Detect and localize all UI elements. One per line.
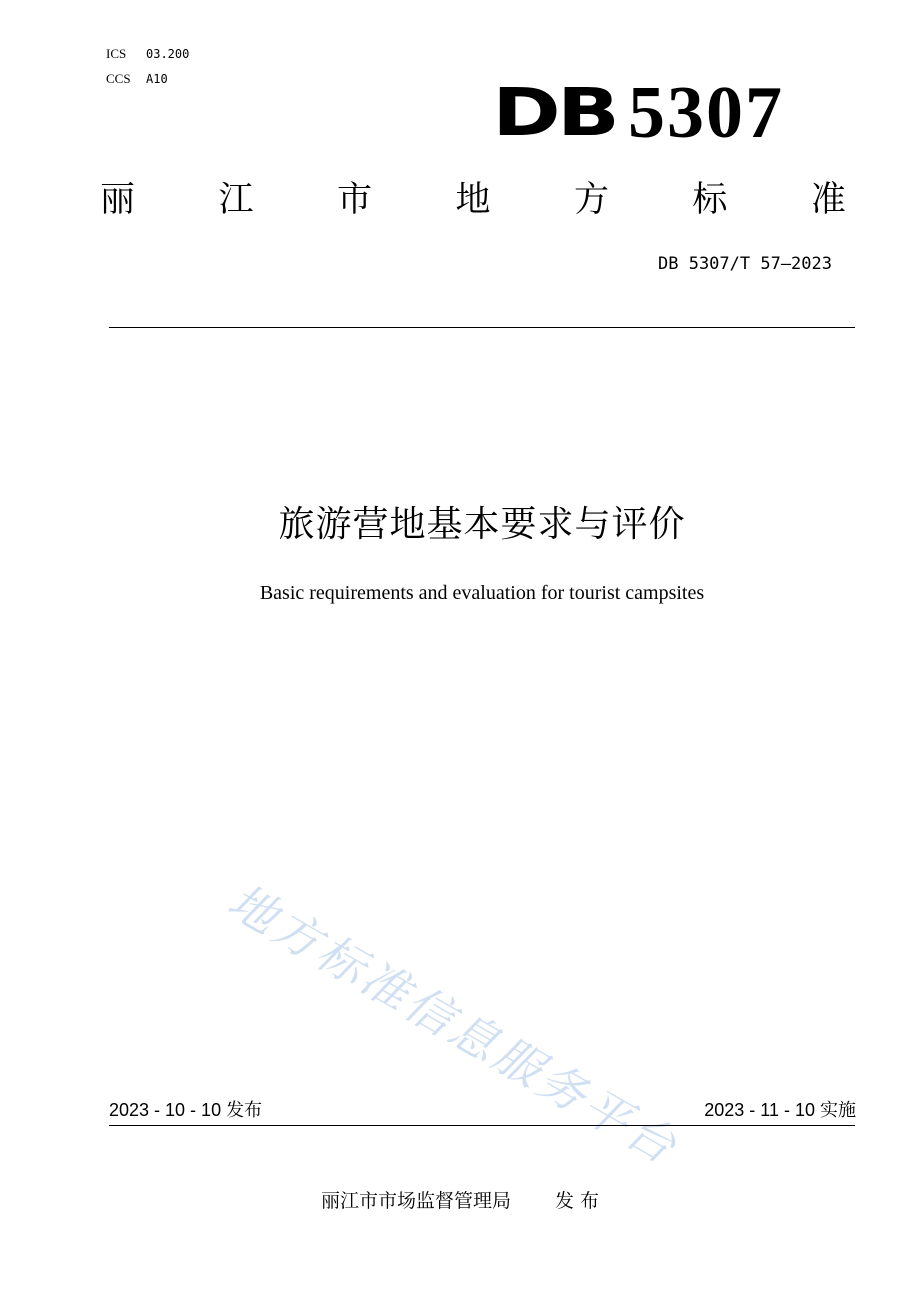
standard-type-char: 丽 [100,180,136,220]
standard-type-char: 标 [692,180,728,220]
publisher-action: 发 布 [554,1190,600,1212]
top-divider [109,327,855,328]
ccs-label: CCS [106,71,131,86]
publisher-name: 丽江市市场监督管理局 [320,1190,511,1212]
standard-type-char: 地 [455,180,491,220]
standard-type-char: 准 [810,180,846,220]
document-title-en: Basic requirements and evaluation for tourist campsites [259,582,705,604]
ccs-value: A10 [146,72,168,86]
standard-type-char: 江 [218,180,254,220]
ccs-code [106,71,168,87]
ics-code [106,46,189,62]
watermark: 地方标准信息服务平台 [218,873,688,1177]
standard-type-char: 方 [573,180,609,220]
standard-number: DB 5307/T 57—2023 [658,254,832,274]
document-title-cn: 旅游营地基本要求与评价 [278,504,686,545]
standard-type-char: 市 [336,180,372,220]
db-logo-prefix: DB [492,74,616,151]
standard-type-heading [100,178,846,222]
bottom-divider [109,1125,855,1126]
db-logo [492,72,784,154]
publisher-line [0,1188,920,1214]
issue-date: 2023 - 10 - 10 发布 [109,1100,263,1120]
ics-value: 03.200 [146,47,190,61]
implementation-date: 2023 - 11 - 10 实施 [704,1100,856,1120]
ics-label: ICS [106,46,127,61]
db-logo-number: 5307 [628,72,784,154]
